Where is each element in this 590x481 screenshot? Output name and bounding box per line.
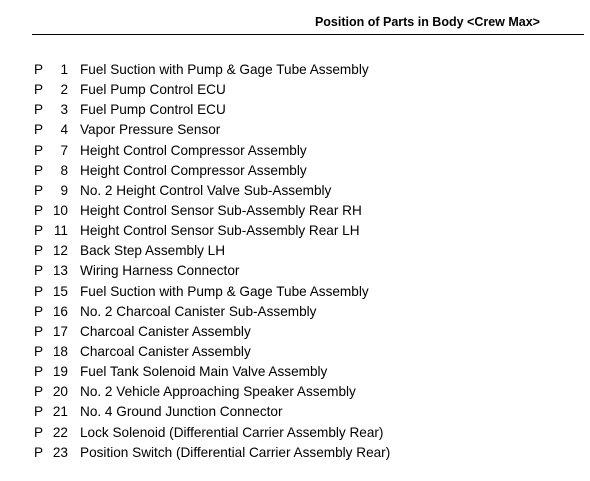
header-divider [32,34,584,35]
list-item [0,302,590,322]
part-name: Height Control Compressor Assembly [80,142,307,158]
part-code: P [34,303,44,319]
part-name: Fuel Pump Control ECU [80,82,226,98]
part-number: 13 [52,263,68,279]
part-code: P [34,202,44,218]
part-name: Fuel Tank Solenoid Main Valve Assembly [80,364,328,380]
list-item [0,181,590,201]
part-name: No. 2 Charcoal Canister Sub-Assembly [80,303,317,319]
list-item [0,402,590,422]
part-number: 20 [52,384,68,400]
list-item [0,423,590,443]
part-number: 11 [53,223,68,239]
part-name: Wiring Harness Connector [80,263,240,279]
list-item [0,443,590,463]
list-item [0,282,590,302]
part-name: Height Control Compressor Assembly [80,162,307,178]
part-name: Lock Solenoid (Differential Carrier Assembly Rear) [80,424,384,440]
list-item [0,261,590,281]
part-code: P [34,343,44,359]
part-code: P [34,82,44,98]
part-code: P [34,444,44,460]
part-name: Fuel Suction with Pump & Gage Tube Assembly [80,62,369,77]
part-number: 2 [60,82,68,98]
part-code: P [34,62,44,77]
part-number: 15 [52,283,68,299]
list-item [0,120,590,140]
part-name: Height Control Sensor Sub-Assembly Rear LH [80,223,360,239]
part-code: P [34,424,44,440]
list-item [0,161,590,181]
part-code: P [34,323,44,339]
part-code: P [34,263,44,279]
part-name: Fuel Pump Control ECU [80,102,226,118]
list-item [0,322,590,342]
list-item [0,201,590,221]
list-item [0,342,590,362]
list-item [0,100,590,120]
part-code: P [34,384,44,400]
part-number: 7 [60,142,68,158]
part-name: No. 2 Height Control Valve Sub-Assembly [80,182,332,198]
part-number: 9 [60,182,68,198]
part-number: 16 [52,303,68,319]
part-name: Charcoal Canister Assembly [80,323,251,339]
part-number: 8 [60,162,68,178]
part-number: 19 [52,364,68,380]
part-number: 1 [60,62,68,77]
parts-list [0,60,590,463]
part-code: P [34,223,44,239]
list-item [0,80,590,100]
part-number: 10 [52,202,68,218]
part-code: P [34,182,44,198]
part-name: Charcoal Canister Assembly [80,343,251,359]
part-number: 21 [52,404,68,420]
part-number: 4 [60,122,68,138]
part-code: P [34,364,44,380]
list-item [0,141,590,161]
part-name: No. 4 Ground Junction Connector [80,404,283,420]
part-name: Height Control Sensor Sub-Assembly Rear RH [80,202,362,218]
part-code: P [34,102,44,118]
part-number: 17 [52,323,68,339]
part-code: P [34,404,44,420]
part-code: P [34,162,44,178]
page-title: Position of Parts in Body <Crew Max> [314,15,540,29]
part-name: Back Step Assembly LH [80,243,226,259]
part-code: P [34,122,44,138]
part-number: 3 [60,102,68,118]
part-number: 22 [52,424,68,440]
part-name: No. 2 Vehicle Approaching Speaker Assembly [80,384,356,400]
list-item [0,362,590,382]
part-name: Vapor Pressure Sensor [80,122,221,138]
part-number: 12 [52,243,68,259]
part-code: P [34,142,44,158]
part-name: Position Switch (Differential Carrier Assembly Rear) [80,444,391,460]
part-code: P [34,243,44,259]
list-item [0,241,590,261]
list-item [0,382,590,402]
part-number: 18 [52,343,68,359]
part-number: 23 [52,444,68,460]
part-code: P [34,283,44,299]
list-item [0,221,590,241]
part-name: Fuel Suction with Pump & Gage Tube Assembly [80,283,369,299]
list-item [0,60,590,80]
